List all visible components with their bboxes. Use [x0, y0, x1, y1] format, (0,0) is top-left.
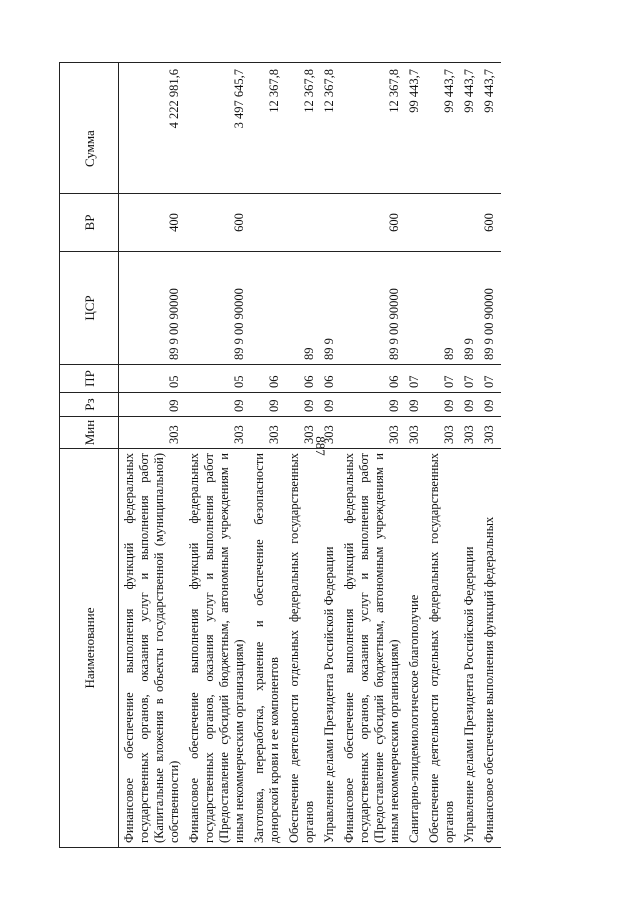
cell-pr: 06 [249, 365, 284, 393]
cell-sum: 12 367,8 [339, 63, 404, 194]
cell-sum: 12 367,8 [284, 63, 319, 194]
cell-vr: 400 [119, 194, 185, 252]
cell-pr: 05 [184, 365, 249, 393]
header-name: Наименование [60, 449, 119, 848]
cell-rz: 09 [284, 393, 319, 417]
table-row [459, 63, 479, 848]
cell-rz: 09 [339, 393, 404, 417]
cell-rz: 09 [119, 393, 185, 417]
cell-min: 303 [184, 417, 249, 449]
header-min: Мин [60, 417, 119, 449]
cell-vr [404, 194, 424, 252]
cell-vr: 600 [479, 194, 501, 252]
cell-rz: 09 [479, 393, 501, 417]
cell-sum: 3 497 645,7 [184, 63, 249, 194]
cell-name: Финансовое обеспечение выполнения функций федеральных государственных органов, оказания услуг и выполнения работ (Предоставление субсидий бюджетным, автономным учреждениям и иным некоммерческим организациям) [184, 449, 249, 848]
cell-name: Управление делами Президента Российской Федерации [459, 449, 479, 848]
cell-sum: 4 222 981,6 [119, 63, 185, 194]
header-pr: ПР [60, 365, 119, 393]
cell-csr: 89 9 [319, 252, 339, 365]
cell-name: Обеспечение деятельности отдельных федеральных государственных органов [424, 449, 459, 848]
cell-pr: 07 [459, 365, 479, 393]
header-csr: ЦСР [60, 252, 119, 365]
cell-vr [284, 194, 319, 252]
page-number-text: 887 [313, 436, 328, 456]
cell-vr [424, 194, 459, 252]
cell-min: 303 [404, 417, 424, 449]
cell-pr: 07 [479, 365, 501, 393]
cell-csr: 89 [424, 252, 459, 365]
cell-sum: 99 443,7 [479, 63, 501, 194]
header-sum: Сумма [60, 63, 119, 194]
cell-name: Финансовое обеспечение выполнения функций федеральных государственных органов, оказания услуг и выполнения работ (Предоставление субсидий бюджетным, автономным учреждениям и иным некоммерческим организациям) [339, 449, 404, 848]
cell-vr [459, 194, 479, 252]
cell-name: Финансовое обеспечение выполнения функций федеральных государственных органов, оказания услуг и выполнения работ (Капитальные вложения в объекты государственной (муниципальной) собственности) [119, 449, 185, 848]
cell-vr [249, 194, 284, 252]
cell-min: 303 [284, 417, 319, 449]
table-row [479, 63, 501, 848]
table-row [424, 63, 459, 848]
cell-min: 303 [424, 417, 459, 449]
cell-pr: 06 [339, 365, 404, 393]
cell-min: 303 [459, 417, 479, 449]
cell-csr: 89 [284, 252, 319, 365]
table-row [339, 63, 404, 848]
header-rz: Рз [60, 393, 119, 417]
table-row [319, 63, 339, 848]
header-row [60, 63, 119, 848]
rotated-table-wrapper [59, 63, 619, 848]
table-row [284, 63, 319, 848]
budget-table [59, 62, 501, 848]
cell-rz: 09 [424, 393, 459, 417]
cell-pr: 06 [319, 365, 339, 393]
cell-name: Финансовое обеспечение выполнения функций федеральных [479, 449, 501, 848]
cell-sum: 99 443,7 [404, 63, 424, 194]
cell-vr [319, 194, 339, 252]
cell-rz: 09 [404, 393, 424, 417]
cell-name: Санитарно-эпидемиологическое благополучие [404, 449, 424, 848]
cell-csr: 89 9 00 90000 [339, 252, 404, 365]
cell-rz: 09 [459, 393, 479, 417]
cell-sum: 12 367,8 [249, 63, 284, 194]
cell-csr: 89 9 00 90000 [119, 252, 185, 365]
cell-vr: 600 [339, 194, 404, 252]
cell-rz: 09 [249, 393, 284, 417]
table-row [184, 63, 249, 848]
cell-pr: 07 [424, 365, 459, 393]
table-row [119, 63, 185, 848]
cell-name: Управление делами Президента Российской Федерации [319, 449, 339, 848]
cell-min: 303 [319, 417, 339, 449]
cell-rz: 09 [319, 393, 339, 417]
cell-pr: 06 [284, 365, 319, 393]
cell-min: 303 [119, 417, 185, 449]
cell-sum: 99 443,7 [459, 63, 479, 194]
cell-pr: 05 [119, 365, 185, 393]
cell-csr [249, 252, 284, 365]
header-vr: ВР [60, 194, 119, 252]
table-row [249, 63, 284, 848]
cell-min: 303 [479, 417, 501, 449]
cell-sum: 12 367,8 [319, 63, 339, 194]
cell-csr [404, 252, 424, 365]
cell-min: 303 [339, 417, 404, 449]
cell-pr: 07 [404, 365, 424, 393]
cell-vr: 600 [184, 194, 249, 252]
cell-csr: 89 9 [459, 252, 479, 365]
cell-name: Обеспечение деятельности отдельных федеральных государственных органов [284, 449, 319, 848]
cell-csr: 89 9 00 90000 [184, 252, 249, 365]
cell-sum: 99 443,7 [424, 63, 459, 194]
table-body [119, 63, 502, 848]
table-header [60, 63, 119, 848]
cell-rz: 09 [184, 393, 249, 417]
table-row [404, 63, 424, 848]
cell-csr: 89 9 00 90000 [479, 252, 501, 365]
cell-min: 303 [249, 417, 284, 449]
cell-name: Заготовка, переработка, хранение и обеспечение безопасности донорской крови и ее компонентов [249, 449, 284, 848]
